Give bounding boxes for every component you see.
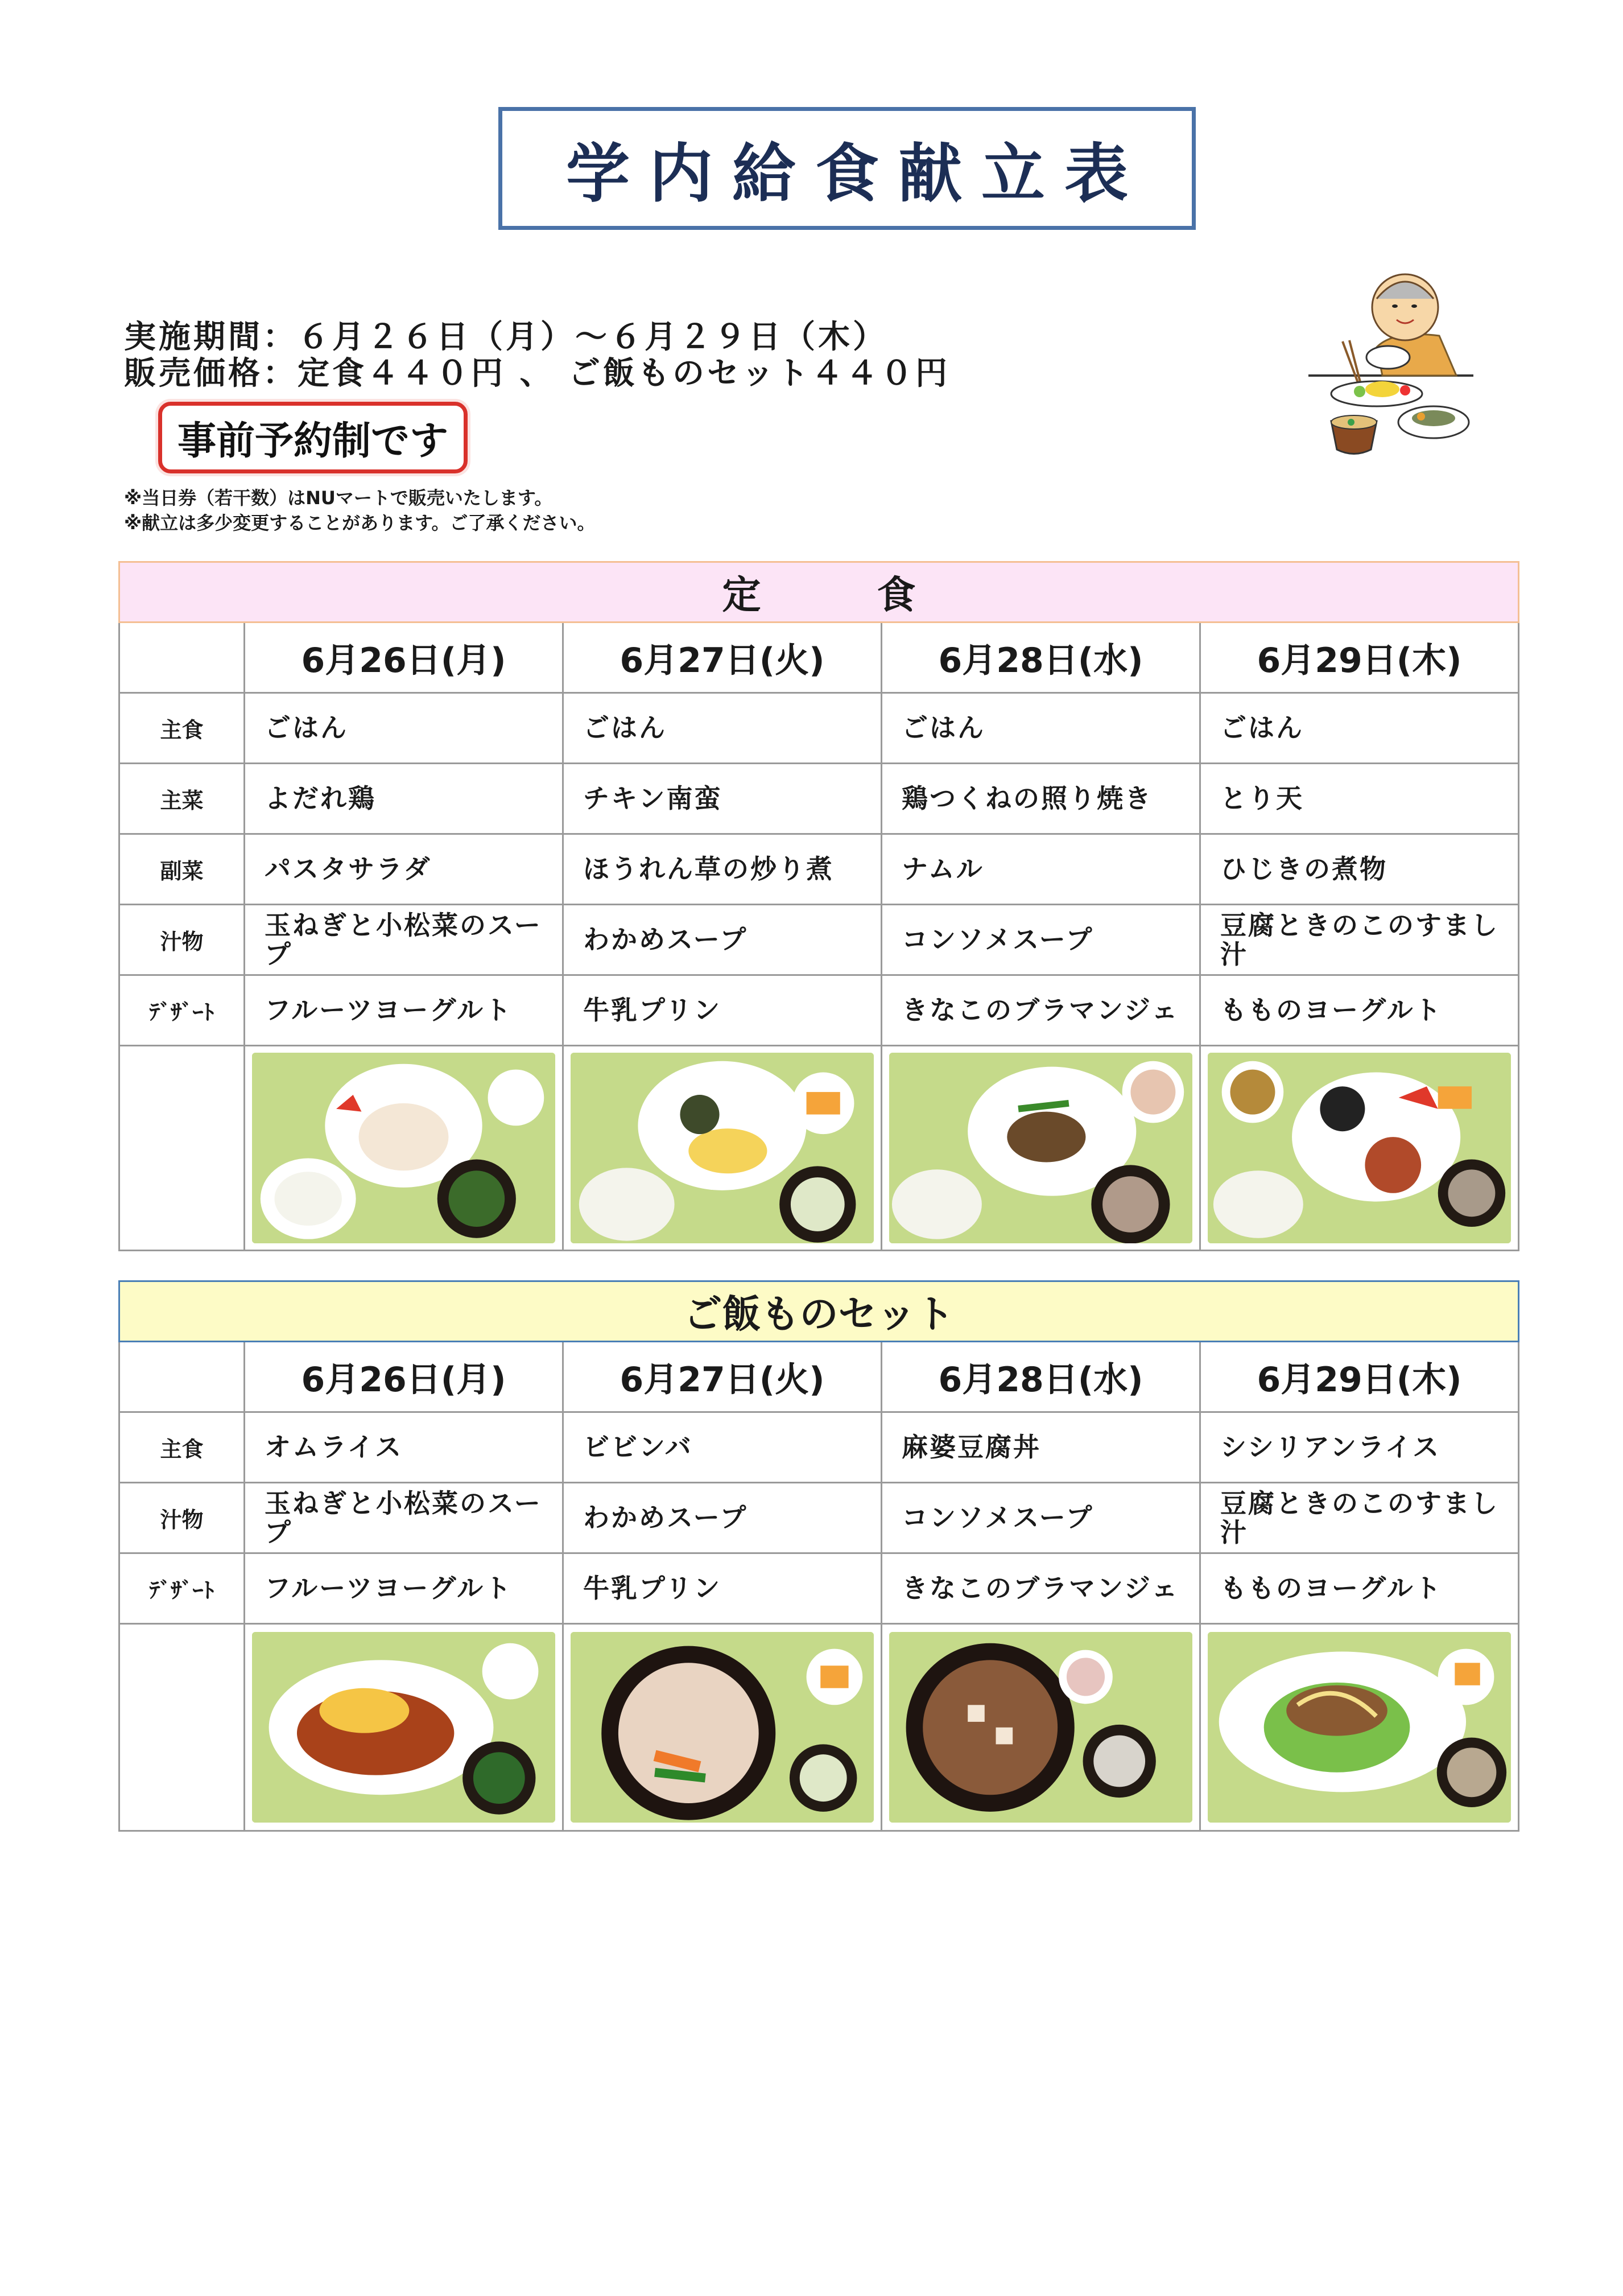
meal-photo-teishoku-2 (571, 1053, 874, 1244)
title-box (498, 107, 1196, 230)
dish-cell: ごはん (1200, 693, 1519, 764)
table-row (119, 1483, 1519, 1553)
row-label: 主食 (119, 1412, 245, 1483)
dish-cell: きなこのブラマンジェ (882, 1553, 1200, 1624)
table-row (119, 975, 1519, 1046)
corner-cell (119, 623, 245, 693)
dish-cell: ごはん (563, 693, 882, 764)
gohan-table (118, 1280, 1519, 1832)
meal-photo-gohan-2 (571, 1632, 874, 1823)
dish-cell: わかめスープ (563, 905, 882, 975)
dish-cell: フルーツヨーグルト (245, 1553, 563, 1624)
dish-cell: 玉ねぎと小松菜のスープ (245, 905, 563, 975)
note-2: ※献立は多少変更することがあります。ご了承ください。 (124, 512, 596, 534)
dish-cell: コンソメスープ (882, 1483, 1200, 1553)
gohan-day-1: 6月26日(月) (245, 1342, 563, 1412)
table-row (119, 905, 1519, 975)
reservation-text: 事前予約制です (177, 418, 448, 464)
dish-cell: ほうれん草の炒り煮 (563, 834, 882, 905)
table-row (119, 834, 1519, 905)
dish-cell: きなこのブラマンジェ (882, 975, 1200, 1046)
dish-cell: とり天 (1200, 764, 1519, 834)
dish-cell: チキン南蛮 (563, 764, 882, 834)
row-label: 主食 (119, 693, 245, 764)
price-text: 販売価格：定食４４０円 、 ご飯ものセット４４０円 (124, 355, 950, 392)
teishoku-day-1: 6月26日(月) (245, 623, 563, 693)
dish-cell: 鶏つくねの照り焼き (882, 764, 1200, 834)
table-row (119, 1553, 1519, 1624)
dish-cell: ナムル (882, 834, 1200, 905)
row-label: 汁物 (119, 905, 245, 975)
dish-cell: ひじきの煮物 (1200, 834, 1519, 905)
photo-label-cell (119, 1624, 245, 1831)
meal-photo-gohan-3 (889, 1632, 1192, 1823)
row-label: ﾃﾞｻﾞｰﾄ (119, 975, 245, 1046)
meal-photo-teishoku-3 (889, 1053, 1192, 1244)
teishoku-banner: 定 食 (119, 562, 1519, 623)
dish-cell: ビビンバ (563, 1412, 882, 1483)
row-label: 汁物 (119, 1483, 245, 1553)
teishoku-table (118, 561, 1519, 1251)
gohan-banner: ご飯ものセット (119, 1281, 1519, 1342)
dish-cell: 豆腐ときのこのすまし汁 (1200, 905, 1519, 975)
dish-cell: オムライス (245, 1412, 563, 1483)
row-label: 主菜 (119, 764, 245, 834)
table-row (119, 1412, 1519, 1483)
dish-cell: ごはん (245, 693, 563, 764)
dish-cell: もものヨーグルト (1200, 975, 1519, 1046)
dish-cell: シシリアンライス (1200, 1412, 1519, 1483)
photo-label-cell (119, 1046, 245, 1251)
dish-cell: 豆腐ときのこのすまし汁 (1200, 1483, 1519, 1553)
dish-cell: もものヨーグルト (1200, 1553, 1519, 1624)
dish-cell: パスタサラダ (245, 834, 563, 905)
gohan-day-3: 6月28日(水) (882, 1342, 1200, 1412)
teishoku-day-4: 6月29日(木) (1200, 623, 1519, 693)
meal-photo-teishoku-1 (252, 1053, 555, 1244)
dish-cell: ごはん (882, 693, 1200, 764)
dish-cell: 牛乳プリン (563, 975, 882, 1046)
dish-cell: コンソメスープ (882, 905, 1200, 975)
note-1: ※当日券（若干数）はNUマートで販売いたします。 (124, 487, 553, 509)
teishoku-day-3: 6月28日(水) (882, 623, 1200, 693)
row-label: 副菜 (119, 834, 245, 905)
reservation-badge (158, 402, 468, 473)
gohan-day-2: 6月27日(火) (563, 1342, 882, 1412)
gohan-day-4: 6月29日(木) (1200, 1342, 1519, 1412)
dish-cell: 玉ねぎと小松菜のスープ (245, 1483, 563, 1553)
dish-cell: わかめスープ (563, 1483, 882, 1553)
table-row (119, 764, 1519, 834)
meal-photo-teishoku-4 (1208, 1053, 1511, 1244)
dish-cell: フルーツヨーグルト (245, 975, 563, 1046)
page-title: 学内給食献立表 (566, 137, 1147, 211)
teishoku-day-2: 6月27日(火) (563, 623, 882, 693)
meal-photo-gohan-4 (1208, 1632, 1511, 1823)
dish-cell: 麻婆豆腐丼 (882, 1412, 1200, 1483)
period-text: 実施期間：６月２６日（月）～６月２９日（木） (124, 319, 887, 356)
meal-photo-gohan-1 (252, 1632, 555, 1823)
dish-cell: よだれ鶏 (245, 764, 563, 834)
row-label: ﾃﾞｻﾞｰﾄ (119, 1553, 245, 1624)
table-row (119, 693, 1519, 764)
dish-cell: 牛乳プリン (563, 1553, 882, 1624)
corner-cell (119, 1342, 245, 1412)
mascot-eating-illustration (1297, 267, 1485, 472)
